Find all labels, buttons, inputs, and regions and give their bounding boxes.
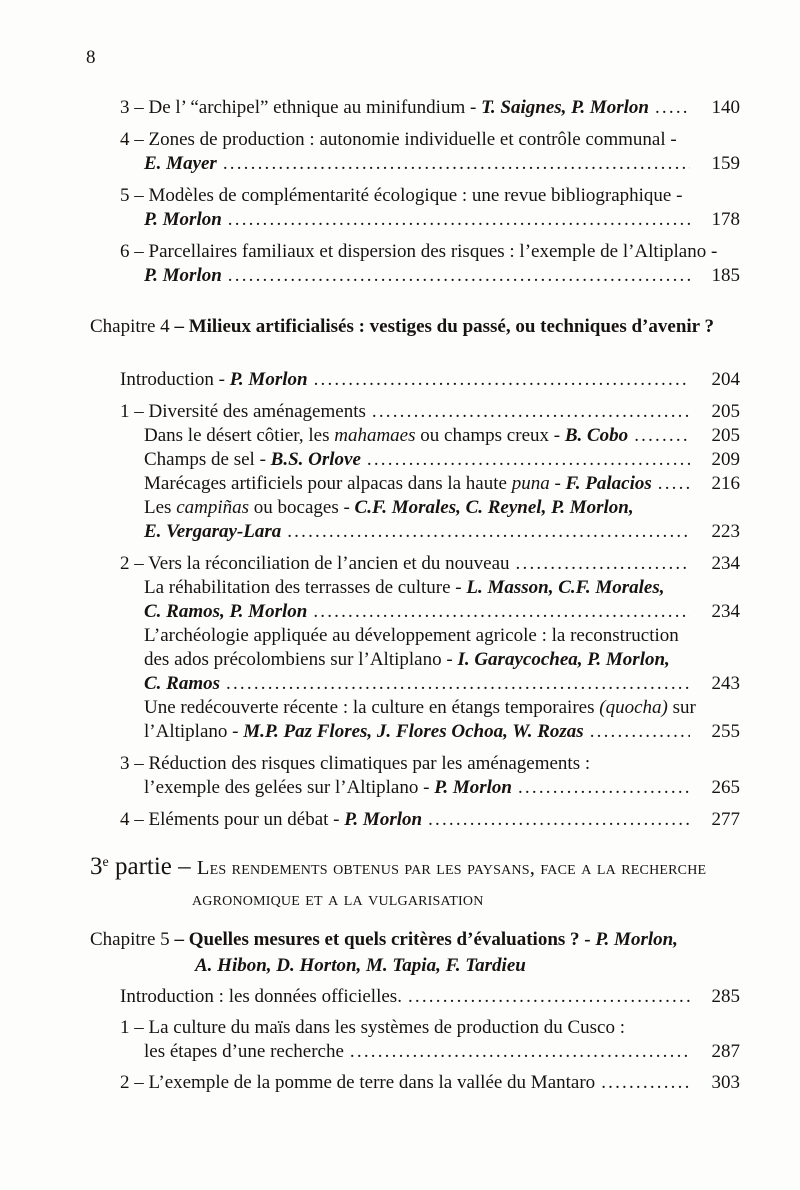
toc-line-text (144, 152, 217, 176)
toc-line (0, 1016, 740, 1040)
author-names: E. Mayer (144, 153, 217, 174)
toc-line (0, 184, 740, 208)
dot-leader (350, 1040, 690, 1064)
part-title-text: agronomique et a la vulgarisation (192, 888, 484, 910)
author-names: P. Morlon (344, 809, 423, 830)
toc-entry-group (0, 96, 740, 120)
toc-line (0, 985, 740, 1009)
toc-line (0, 472, 740, 496)
ordinal-suffix: e (102, 855, 109, 870)
page-ref-number: 223 (711, 521, 740, 542)
page-ref-number: 287 (711, 1041, 740, 1062)
text-segment: Dans le désert côtier, les (144, 425, 335, 446)
toc-line-text (120, 368, 308, 392)
part-number: 3 (90, 853, 103, 880)
text-segment: des ados précolombiens sur l’Altiplano - (144, 649, 458, 670)
toc-line-text (90, 927, 678, 953)
toc-entry-group (0, 808, 740, 832)
dot-leader (601, 1071, 690, 1095)
text-segment: sur (667, 697, 696, 718)
toc-entry-group (0, 184, 740, 232)
toc-line-text (90, 314, 714, 340)
toc-line-text (120, 240, 722, 264)
toc-line (0, 1071, 740, 1095)
page-ref-number: 234 (711, 601, 740, 622)
toc-line-text (120, 400, 366, 424)
toc-entry-group (0, 128, 740, 176)
toc-line (0, 552, 740, 576)
toc-line (0, 496, 740, 520)
page-ref-number: 277 (711, 809, 740, 830)
toc-line (0, 624, 740, 648)
text-segment: Chapitre 4 (90, 316, 175, 337)
italic-term: puna (511, 473, 550, 494)
dot-leader (367, 448, 690, 472)
toc-line (0, 152, 740, 176)
text-segment: 1 – Diversité des aménagements (120, 401, 366, 422)
dot-leader (314, 368, 690, 392)
toc-line (0, 848, 740, 884)
toc-line-text (144, 648, 670, 672)
page-ref-number: 159 (711, 153, 740, 174)
toc-line (0, 96, 740, 120)
toc-line (0, 520, 740, 544)
text-segment: 3 – Réduction des risques climatiques par les aménagements : (120, 753, 591, 774)
toc-entry-group (0, 985, 740, 1009)
text-segment: l’exemple des gelées sur l’Altiplano - (144, 777, 435, 798)
text-segment: Chapitre 5 (90, 929, 175, 950)
toc-entry-group (0, 752, 740, 800)
toc-line-text (120, 552, 510, 576)
page-ref-number: 216 (711, 473, 740, 494)
toc-line (0, 1040, 740, 1064)
dot-leader (428, 808, 690, 832)
toc-line (0, 752, 740, 776)
page-ref-number: 243 (711, 673, 740, 694)
author-names: I. Garaycochea, P. Morlon, (457, 649, 670, 670)
dot-leader (518, 776, 690, 800)
toc-line-text (90, 848, 706, 884)
toc-line (0, 424, 740, 448)
author-names: C. Ramos (144, 673, 221, 694)
toc-line-text (144, 496, 634, 520)
toc-line (0, 400, 740, 424)
dot-leader (655, 96, 690, 120)
toc-line (0, 648, 740, 672)
toc-line (0, 808, 740, 832)
italic-term: campiñas (176, 497, 250, 518)
text-segment: 2 – Vers la réconciliation de l’ancien et du nouveau (120, 553, 510, 574)
toc-line (0, 884, 740, 915)
dot-leader (226, 672, 690, 696)
page-ref-number: 255 (711, 721, 740, 742)
toc-line-text (120, 128, 681, 152)
toc-line-text (144, 624, 679, 648)
page-ref-number: 285 (711, 986, 740, 1007)
text-segment: Introduction - (120, 369, 230, 390)
page-ref-number: 234 (711, 553, 740, 574)
page-ref-number: 204 (711, 369, 740, 390)
toc-line (0, 264, 740, 288)
author-names: C. Ramos, P. Morlon (144, 601, 308, 622)
text-segment: - (549, 473, 566, 494)
author-names: B.S. Orlove (270, 449, 361, 470)
author-names: A. Hibon, D. Horton, M. Tapia, F. Tardieu (195, 955, 526, 976)
italic-term: mahamaes (334, 425, 416, 446)
part-title-text: Les rendements obtenus par les paysans, face a la recherche (196, 857, 707, 879)
toc-entry-group (0, 552, 740, 744)
toc-line-text (120, 985, 402, 1009)
dot-leader (287, 520, 690, 544)
toc-entry-group (0, 848, 740, 915)
toc-line (0, 776, 740, 800)
toc-line-text (144, 776, 512, 800)
toc-line-text (144, 424, 628, 448)
chapter-heading-section (0, 927, 740, 979)
author-names: P. Morlon (434, 777, 512, 798)
toc-line-text (144, 208, 222, 232)
toc-line (0, 672, 740, 696)
page-ref-number: 140 (711, 97, 740, 118)
author-names: P. Morlon, (595, 929, 678, 950)
toc-line-text (120, 752, 590, 776)
part-number: partie – (108, 853, 197, 880)
author-names: P. Morlon (229, 369, 308, 390)
text-segment: 6 – Parcellaires familiaux et dispersion des risques : l’exemple de l’Altiplano - (120, 241, 723, 262)
page-ref-number: 303 (711, 1072, 740, 1093)
text-segment: La réhabilitation des terrasses de culture - (144, 577, 467, 598)
author-names: E. Vergaray-Lara (144, 521, 282, 542)
dot-leader (228, 264, 690, 288)
toc-line-text (144, 1040, 344, 1064)
text-segment: Une redécouverte récente : la culture en étangs temporaires (144, 697, 600, 718)
toc-line-text (120, 96, 649, 120)
dot-leader (590, 720, 690, 744)
toc-line-text (120, 1016, 625, 1040)
page-ref-number: 265 (711, 777, 740, 798)
page-ref-number: 178 (711, 209, 740, 230)
toc-line-text (144, 448, 361, 472)
toc-line-text (144, 520, 281, 544)
toc-entry-group (0, 240, 740, 288)
text-segment: 3 – De l’ “archipel” ethnique au minifundium - (120, 97, 482, 118)
text-segment: Marécages artificiels pour alpacas dans la haute (144, 473, 512, 494)
dot-leader (658, 472, 690, 496)
toc-line-text (195, 953, 526, 979)
page-ref-number: 205 (711, 425, 740, 446)
author-names: T. Saignes, P. Morlon (481, 97, 649, 118)
toc-entry-group (0, 314, 740, 340)
toc-line (0, 953, 740, 979)
toc-line-text (120, 808, 422, 832)
toc-line-text (192, 884, 484, 915)
chapter-heading-section (0, 314, 740, 340)
toc-entries-section (0, 96, 740, 288)
toc-line (0, 208, 740, 232)
dot-leader (634, 424, 690, 448)
dot-leader (228, 208, 690, 232)
text-segment: ou bocages - (249, 497, 355, 518)
dot-leader (223, 152, 690, 176)
toc-line-text (144, 576, 665, 600)
text-segment: ou champs creux - (415, 425, 565, 446)
author-names: F. Palacios (565, 473, 652, 494)
text-segment: les étapes d’une recherche (144, 1041, 344, 1062)
page-ref-number: 209 (711, 449, 740, 470)
toc-line-text (144, 472, 652, 496)
toc-line-text (120, 184, 687, 208)
toc-line (0, 720, 740, 744)
toc-line (0, 927, 740, 953)
toc-line-text (144, 720, 584, 744)
author-names: B. Cobo (564, 425, 629, 446)
text-segment: Champs de sel - (144, 449, 271, 470)
toc-line (0, 240, 740, 264)
dot-leader (516, 552, 690, 576)
toc-line-text (144, 600, 307, 624)
toc-entry-group (0, 1071, 740, 1095)
bold-title-text: – Milieux artificialisés : vestiges du passé, ou techniques d’avenir ? (174, 316, 714, 337)
dot-leader (313, 600, 690, 624)
toc-line (0, 696, 740, 720)
text-segment: 5 – Modèles de complémentarité écologique : une revue bibliographique - (120, 185, 688, 206)
toc-line-text (144, 672, 220, 696)
text-segment: 4 – Eléments pour un débat - (120, 809, 345, 830)
text-segment: 1 – La culture du maïs dans les systèmes de production du Cusco : (120, 1017, 625, 1038)
toc-entry-group (0, 1016, 740, 1064)
page-ref-number: 185 (711, 265, 740, 286)
toc-entry-group (0, 368, 740, 392)
dot-leader (372, 400, 690, 424)
toc-line-text (144, 264, 222, 288)
text-segment: Les (144, 497, 177, 518)
toc-line-text (144, 696, 696, 720)
author-names: M.P. Paz Flores, J. Flores Ochoa, W. Rozas (243, 721, 584, 742)
toc-line (0, 600, 740, 624)
author-names: C.F. Morales, C. Reynel, P. Morlon, (354, 497, 634, 518)
toc-entry-group (0, 400, 740, 544)
toc-line (0, 368, 740, 392)
author-names: P. Morlon (144, 209, 222, 230)
toc-entry-group (0, 927, 740, 979)
page-ref-number: 205 (711, 401, 740, 422)
toc-entries-section (0, 985, 740, 1095)
toc-line (0, 576, 740, 600)
italic-term: (quocha) (599, 697, 668, 718)
bold-title-text: – Quelles mesures et quels critères d’évaluations ? - (174, 929, 596, 950)
dot-leader (408, 985, 690, 1009)
toc-line (0, 448, 740, 472)
toc-line (0, 128, 740, 152)
toc-line (0, 314, 740, 340)
author-names: P. Morlon (144, 265, 222, 286)
toc-line-text (120, 1071, 595, 1095)
part-heading-section (0, 848, 740, 915)
text-segment: 2 – L’exemple de la pomme de terre dans la vallée du Mantaro (120, 1072, 596, 1093)
text-segment: l’Altiplano - (144, 721, 244, 742)
text-segment: L’archéologie appliquée au développement agricole : la reconstruction (144, 625, 679, 646)
text-segment: 4 – Zones de production : autonomie individuelle et contrôle communal - (120, 129, 682, 150)
author-names: L. Masson, C.F. Morales, (466, 577, 665, 598)
page-number: 8 (86, 47, 96, 68)
toc-entries-section (0, 368, 740, 832)
text-segment: Introduction : les données officielles. (120, 986, 402, 1007)
